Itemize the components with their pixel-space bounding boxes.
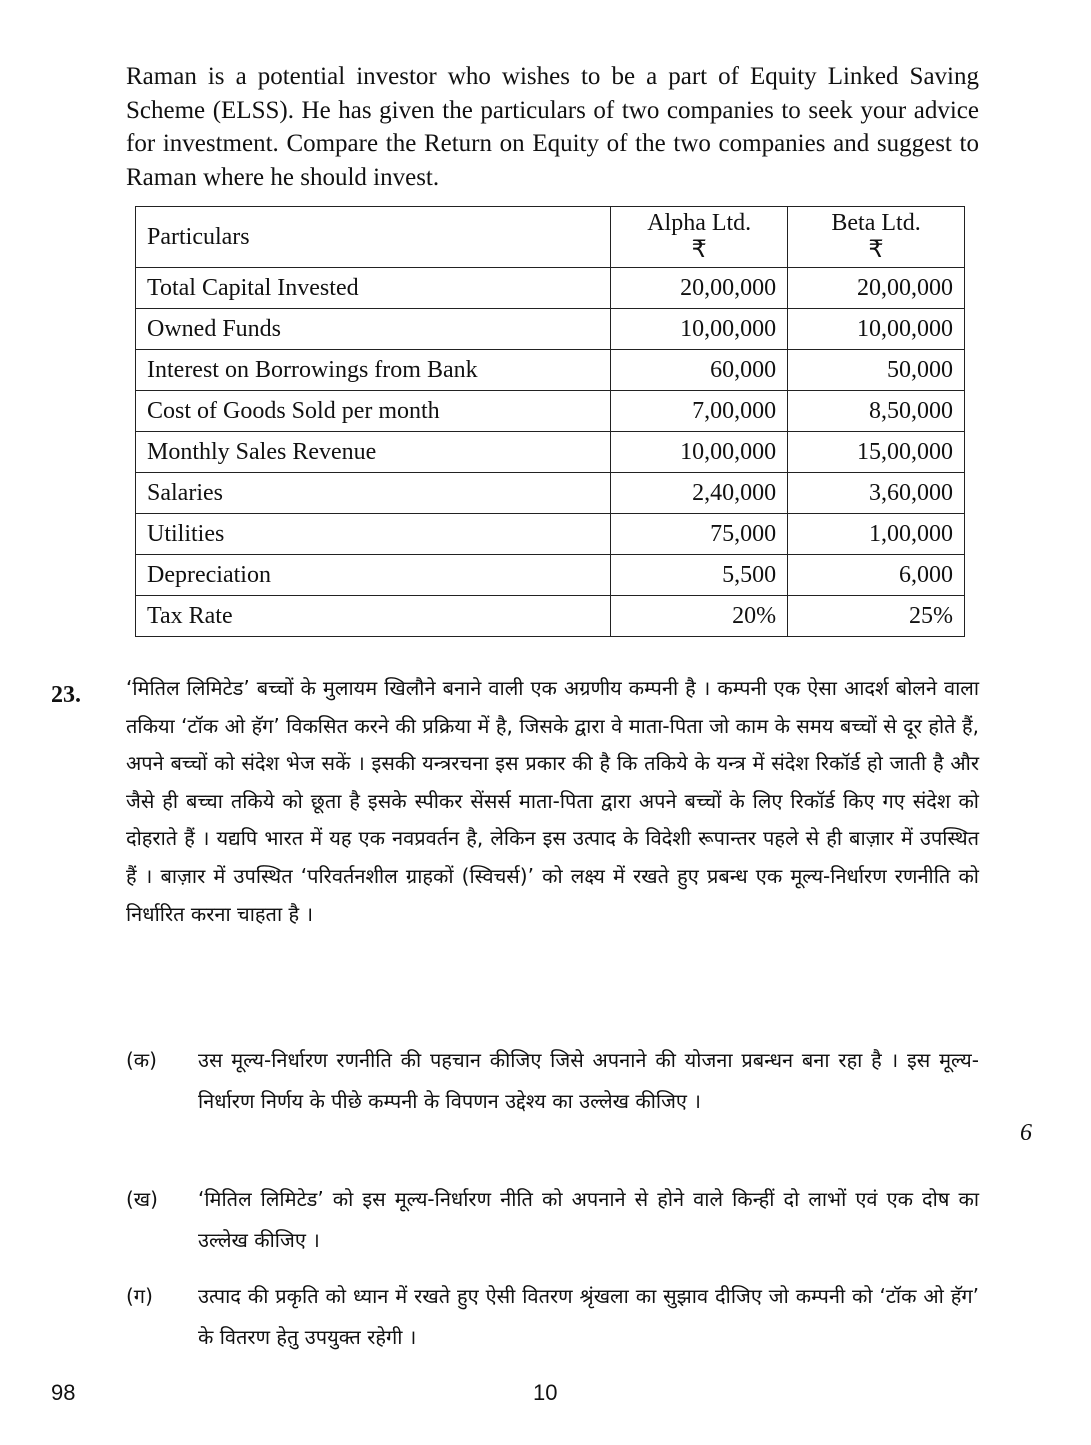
- row-label: Depreciation: [136, 555, 611, 596]
- row-label: Owned Funds: [136, 309, 611, 350]
- beta-value: 6,000: [788, 555, 965, 596]
- table-header-row: [136, 207, 965, 268]
- sub-question-label: (क): [126, 1048, 157, 1072]
- alpha-value: 10,00,000: [611, 432, 788, 473]
- comparison-table: [135, 206, 965, 637]
- row-label: Monthly Sales Revenue: [136, 432, 611, 473]
- row-label: Utilities: [136, 514, 611, 555]
- header-alpha-currency: ₹: [691, 237, 707, 263]
- sub-question-label: (ग): [126, 1284, 153, 1308]
- alpha-value: 7,00,000: [611, 391, 788, 432]
- table-row: [136, 514, 965, 555]
- header-particulars: Particulars: [136, 207, 611, 268]
- paper-code: 98: [51, 1380, 76, 1405]
- beta-value: 20,00,000: [788, 268, 965, 309]
- alpha-value: 5,500: [611, 555, 788, 596]
- table-row: [136, 268, 965, 309]
- header-beta-currency: ₹: [868, 237, 884, 263]
- sub-question-ga: [126, 1276, 979, 1358]
- row-label: Tax Rate: [136, 596, 611, 637]
- alpha-value: 10,00,000: [611, 309, 788, 350]
- page-number: 10: [533, 1380, 558, 1405]
- table-row: [136, 473, 965, 514]
- row-label: Total Capital Invested: [136, 268, 611, 309]
- sub-question-text: उत्पाद की प्रकृति को ध्यान में रखते हुए ऐसी वितरण श्रृंखला का सुझाव दीजिए जो कम्पनी को ‘टॉक ओ हॅग’ के वितरण हेतु उपयुक्त रहेगी ।: [198, 1284, 979, 1349]
- marks-label: 6: [1020, 1120, 1032, 1146]
- alpha-value: 20%: [611, 596, 788, 637]
- beta-value: 15,00,000: [788, 432, 965, 473]
- intro-paragraph: Raman is a potential investor who wishes to be a part of Equity Linked Saving Scheme (ELSS). He has given the particulars of two companies to seek your advice for investment. Compare the Return on Equity of the two companies and suggest to Raman where he should invest.: [126, 63, 979, 191]
- row-label: Salaries: [136, 473, 611, 514]
- sub-question-text: ‘मितिल लिमिटेड’ को इस मूल्य-निर्धारण नीति को अपनाने से होने वाले किन्हीं दो लाभों एवं एक दोष का उल्लेख कीजिए ।: [198, 1187, 979, 1252]
- header-beta-name: Beta Ltd.: [831, 210, 921, 236]
- sub-question-kha: [126, 1179, 979, 1261]
- table-row: [136, 391, 965, 432]
- row-label: Interest on Borrowings from Bank: [136, 350, 611, 391]
- sub-question-ka: [126, 1040, 979, 1122]
- beta-value: 10,00,000: [788, 309, 965, 350]
- table-row: [136, 432, 965, 473]
- beta-value: 50,000: [788, 350, 965, 391]
- alpha-value: 75,000: [611, 514, 788, 555]
- header-beta: [788, 207, 965, 268]
- beta-value: 1,00,000: [788, 514, 965, 555]
- alpha-value: 20,00,000: [611, 268, 788, 309]
- header-alpha-name: Alpha Ltd.: [647, 210, 752, 236]
- question-text: ‘मितिल लिमिटेड’ बच्चों के मुलायम खिलौने बनाने वाली एक अग्रणीय कम्पनी है । कम्पनी एक ऐसा आदर्श बोलने वाला तकिया ‘टॉक ओ हॅग’ विकसित करने की प्रक्रिया में है, जिसके द्वारा वे माता-पिता जो काम के समय बच्चों से दूर होते हैं, अपने बच्चों को संदेश भेज सकें । इसकी यन्त्ररचना इस प्रकार की है कि तकिये के यन्त्र में संदेश रिकॉर्ड हो जाती है और जैसे ही बच्चा तकिये को छूता है इसके स्पीकर सेंसर्स माता-पिता द्वारा अपने बच्चों के लिए रिकॉर्ड किए गए संदेश को दोहराते हैं । यद्यपि भारत में यह एक नवप्रवर्तन है, लेकिन इस उत्पाद के विदेशी रूपान्तर पहले से ही बाज़ार में उपस्थित हैं । बाज़ार में उपस्थित ‘परिवर्तनशील ग्राहकों (स्विचर्स)’ को लक्ष्य में रखते हुए प्रबन्ध एक मूल्य-निर्धारण रणनीति को निर्धारित करना चाहता है ।: [126, 676, 979, 926]
- alpha-value: 2,40,000: [611, 473, 788, 514]
- table-row: [136, 596, 965, 637]
- beta-value: 8,50,000: [788, 391, 965, 432]
- header-alpha: [611, 207, 788, 268]
- beta-value: 3,60,000: [788, 473, 965, 514]
- alpha-value: 60,000: [611, 350, 788, 391]
- table-row: [136, 350, 965, 391]
- beta-value: 25%: [788, 596, 965, 637]
- question-number: 23.: [51, 682, 81, 708]
- table-row: [136, 309, 965, 350]
- row-label: Cost of Goods Sold per month: [136, 391, 611, 432]
- sub-question-label: (ख): [126, 1187, 158, 1211]
- table-row: [136, 555, 965, 596]
- sub-question-text: उस मूल्य-निर्धारण रणनीति की पहचान कीजिए जिसे अपनाने की योजना प्रबन्धन बना रहा है । इस मूल्य-निर्धारण निर्णय के पीछे कम्पनी के विपणन उद्देश्य का उल्लेख कीजिए ।: [198, 1048, 979, 1113]
